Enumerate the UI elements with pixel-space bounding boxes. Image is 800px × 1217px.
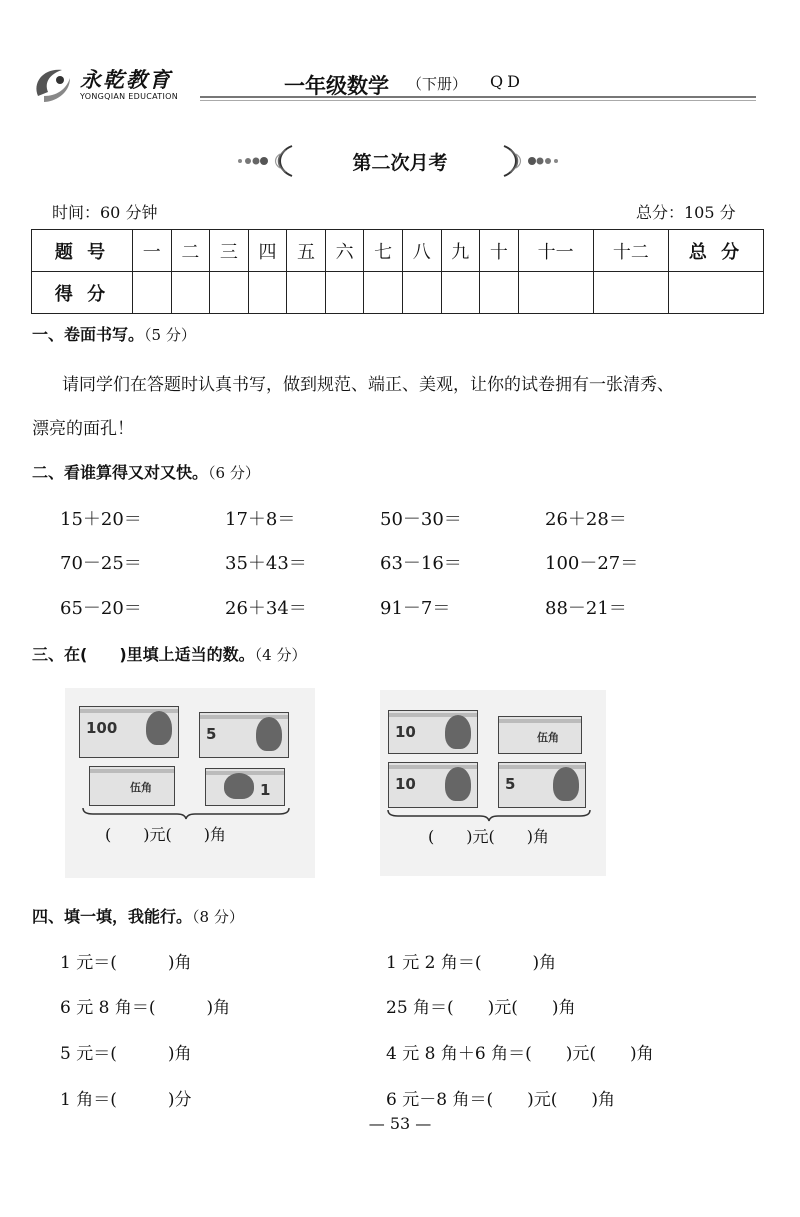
score-row: [32, 272, 764, 314]
answer-blank-left[interactable]: ( )元( )角: [105, 825, 226, 844]
column-header: 五: [287, 230, 326, 272]
calc-problem: 63－16＝: [380, 553, 462, 574]
score-cell[interactable]: [171, 272, 210, 314]
brand-name-en: YONGQIAN EDUCATION: [80, 92, 179, 101]
column-header: 九: [441, 230, 480, 272]
section-2-points: （6 分）: [208, 464, 260, 482]
column-header: 十二: [593, 230, 668, 272]
section-2-heading: [32, 460, 260, 483]
score-cell[interactable]: [402, 272, 441, 314]
column-header: 一: [133, 230, 172, 272]
banknote-100-yuan: 100: [79, 706, 179, 758]
section-3-title: 三、在( )里填上适当的数。: [32, 645, 255, 664]
header-divider-thin: [200, 100, 756, 101]
edition-label: QD: [490, 72, 524, 91]
total-score-cell[interactable]: [669, 272, 764, 314]
title-ornament-left-icon: [236, 144, 296, 178]
section-2-title: 二、看谁算得又对又快。: [32, 463, 209, 482]
column-header: 三: [210, 230, 249, 272]
banknote-10-yuan: 10: [388, 762, 478, 808]
column-header: 二: [171, 230, 210, 272]
calc-problem: 65－20＝: [60, 598, 142, 619]
column-header: 七: [364, 230, 403, 272]
banknote-5-jiao: 伍角: [89, 766, 175, 806]
score-row-label: 得 分: [32, 272, 133, 314]
column-header: 十: [480, 230, 519, 272]
calc-problem: 17＋8＝: [225, 509, 296, 530]
exam-title: 第二次月考: [352, 152, 448, 174]
calc-problem: 26＋28＝: [545, 509, 627, 530]
score-cell[interactable]: [441, 272, 480, 314]
subject-title: 一年级数学: [284, 74, 389, 98]
score-cell[interactable]: [593, 272, 668, 314]
calc-problem: 15＋20＝: [60, 509, 142, 530]
banknote-1-jiao: 1: [205, 768, 285, 806]
fill-problem[interactable]: 1 元 2 角＝( )角: [386, 953, 557, 973]
score-cell[interactable]: [210, 272, 249, 314]
score-cell[interactable]: [480, 272, 519, 314]
section-1-text-line2: 漂亮的面孔！: [32, 419, 134, 439]
section-3-heading: [32, 642, 306, 665]
fill-problem[interactable]: 25 角＝( )元( )角: [386, 998, 576, 1018]
fill-problem[interactable]: 1 角＝( )分: [60, 1090, 192, 1110]
score-cell[interactable]: [325, 272, 364, 314]
calc-problem: 88－21＝: [545, 598, 627, 619]
score-cell[interactable]: [287, 272, 326, 314]
total-header: 总 分: [669, 230, 764, 272]
exam-duration: 时间：60 分钟: [52, 203, 158, 222]
section-4-title: 四、填一填，我能行。: [32, 907, 193, 926]
money-figure-left: [65, 688, 315, 878]
section-3-points: （4 分）: [254, 646, 307, 664]
money-figure-right: [380, 690, 606, 876]
score-cell[interactable]: [133, 272, 172, 314]
calc-problem: 70－25＝: [60, 553, 142, 574]
fill-problem[interactable]: 5 元＝( )角: [60, 1044, 192, 1064]
fill-problem[interactable]: 4 元 8 角＋6 角＝( )元( )角: [386, 1044, 654, 1064]
column-header: 十一: [518, 230, 593, 272]
column-header: 八: [402, 230, 441, 272]
section-1-points: （5 分）: [144, 326, 196, 344]
section-1-title: 一、卷面书写。: [32, 325, 145, 344]
answer-blank-right[interactable]: ( )元( )角: [428, 827, 549, 846]
column-header: 六: [325, 230, 364, 272]
calc-problem: 91－7＝: [380, 598, 451, 619]
banknote-10-yuan: 10: [388, 710, 478, 754]
calc-problem: 50－30＝: [380, 509, 462, 530]
brace-right-icon: [386, 808, 592, 822]
fill-problem[interactable]: 6 元 8 角＝( )角: [60, 998, 231, 1018]
section-4-heading: [32, 904, 244, 927]
header-divider: [200, 96, 756, 98]
fill-problem[interactable]: 1 元＝( )角: [60, 953, 192, 973]
brand-name: 永乾教育: [80, 67, 172, 92]
volume-label: （下册）: [407, 75, 468, 93]
score-cell[interactable]: [248, 272, 287, 314]
section-1-text-line1: 请同学们在答题时认真书写，做到规范、端正、美观，让你的试卷拥有一张清秀、: [62, 375, 674, 395]
brace-left-icon: [81, 806, 291, 820]
page-number: — 53 —: [368, 1114, 432, 1133]
section-4-points: （8 分）: [192, 908, 244, 926]
question-number-header: 题 号: [32, 230, 133, 272]
calc-problem: 26＋34＝: [225, 598, 307, 619]
title-ornament-right-icon: [500, 144, 560, 178]
banknote-5-yuan: 5: [498, 762, 586, 808]
banknote-5-jiao: 伍角: [498, 716, 582, 754]
score-cell[interactable]: [518, 272, 593, 314]
banknote-5-yuan: 5: [199, 712, 289, 758]
question-number-row: [32, 230, 764, 272]
fill-problem[interactable]: 6 元－8 角＝( )元( )角: [386, 1090, 615, 1110]
calc-problem: 100－27＝: [545, 553, 639, 574]
calc-problem: 35＋43＝: [225, 553, 307, 574]
column-header: 四: [248, 230, 287, 272]
score-table: [31, 229, 764, 314]
score-cell[interactable]: [364, 272, 403, 314]
exam-total-points: 总分：105 分: [636, 203, 736, 222]
section-1-heading: [32, 322, 196, 345]
yongqian-logo-icon: [30, 62, 74, 106]
